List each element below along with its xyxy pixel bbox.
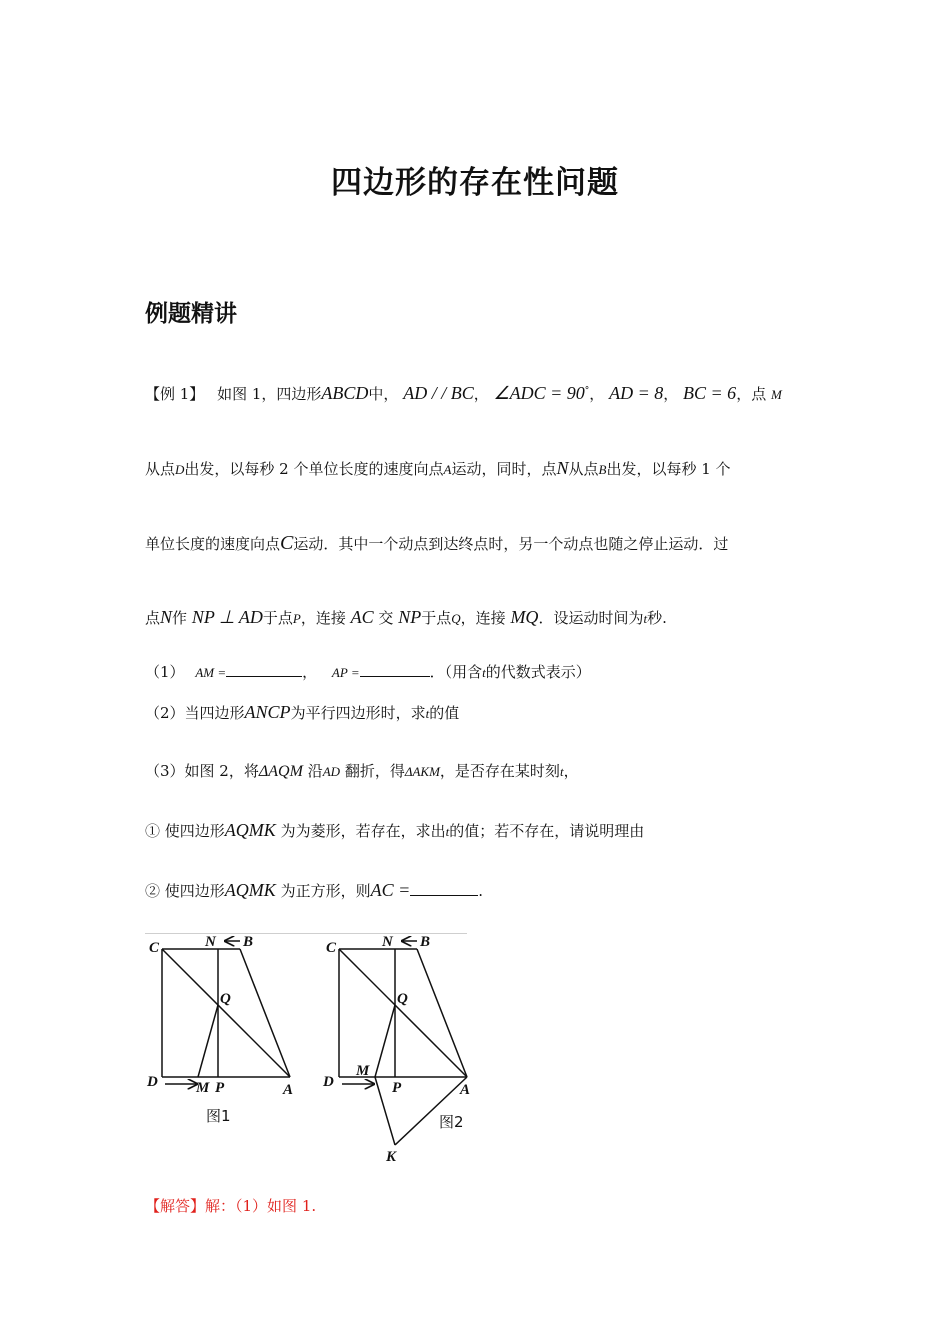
math-parallel: AD / / BC xyxy=(403,383,474,403)
fig1-label-b: B xyxy=(243,934,254,950)
fig2-label-q: Q xyxy=(397,991,408,1007)
answer-tag: 【解答】 xyxy=(145,1197,206,1215)
math-ad: AD = 8 xyxy=(609,383,664,403)
fig1-caption: 图1 xyxy=(206,1107,231,1125)
fig2-label-n: N xyxy=(382,934,393,950)
fig2-label-m: M xyxy=(356,1063,370,1079)
answer-blank-ac xyxy=(410,881,478,896)
question-2: （2）当四边形ANCP为平行四边形时，求t的值 xyxy=(145,702,460,722)
fig1-label-q: Q xyxy=(220,991,231,1007)
math-abcd: ABCD xyxy=(321,383,369,403)
question-1: （1） AM = ， AP = ．（用含t的代数式表示） xyxy=(145,663,591,681)
math-bc: BC = 6 xyxy=(683,383,737,403)
section-heading: 例题精讲 xyxy=(145,301,237,327)
fig2-label-a: A xyxy=(460,1082,471,1098)
geometry-figures xyxy=(140,930,480,1170)
question-3-1: ① 使四边形AQMK 为为菱形，若存在，求出t的值；若不存在，请说明理由 xyxy=(145,820,645,840)
answer-blank-am xyxy=(226,662,302,677)
fig2-label-k: K xyxy=(386,1149,397,1165)
figure-1-shape xyxy=(162,941,290,1084)
problem-line-2: 从点D出发，以每秒 2 个单位长度的速度向点A运动，同时，点N从点B出发，以每秒 1 个 xyxy=(145,458,731,478)
fig1-label-p: P xyxy=(215,1080,225,1096)
answer-blank-ap xyxy=(360,662,430,677)
example-tag: 【例 1】 xyxy=(145,385,205,403)
fig2-label-c: C xyxy=(326,940,337,956)
page-title: 四边形的存在性问题 xyxy=(331,165,619,201)
problem-line-3: 单位长度的速度向点C运动．其中一个动点到达终点时，另一个动点也随之停止运动．过 xyxy=(145,532,729,554)
fig2-label-p: P xyxy=(392,1080,402,1096)
question-3-2: ② 使四边形AQMK 为正方形，则AC = . xyxy=(145,880,484,900)
fig2-caption: 图2 xyxy=(439,1113,464,1131)
fig1-label-a: A xyxy=(283,1082,294,1098)
problem-line-4: 点N作 NP ⊥ AD于点P，连接 AC 交 NP于点Q，连接 MQ．设运动时间为t秒. xyxy=(145,607,667,627)
question-3: （3）如图 2，将ΔAQM 沿AD 翻折，得ΔAKM，是否存在某时刻t， xyxy=(145,762,579,780)
problem-line-1: 【例 1】 如图 1，四边形ABCD中， AD / / BC， ∠ADC = 90°， AD = 8， BC = 6，点 M xyxy=(145,383,782,403)
fig1-label-d: D xyxy=(147,1074,158,1090)
math-angle: ∠ADC = 90 xyxy=(493,383,585,403)
answer-line: 【解答】解：（1）如图 1. xyxy=(145,1197,317,1215)
fig2-label-b: B xyxy=(420,934,431,950)
fig1-label-c: C xyxy=(149,940,160,956)
fig1-label-m: M xyxy=(196,1080,210,1096)
fig2-label-d: D xyxy=(323,1074,334,1090)
fig1-label-n: N xyxy=(205,934,216,950)
